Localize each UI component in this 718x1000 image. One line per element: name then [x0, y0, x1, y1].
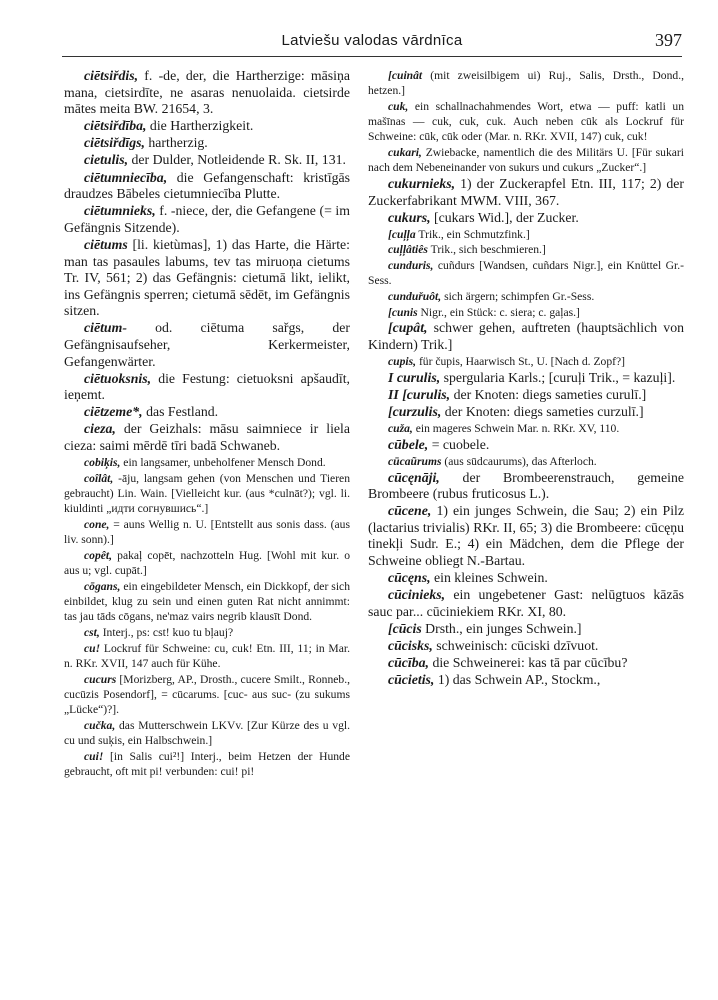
entry-definition: [in Salis cui²!] Interj., beim Hetzen der Hunde gebraucht, oft mit pi! verbunden: cui! pi!	[64, 749, 350, 778]
dictionary-entry	[368, 354, 684, 369]
entry-definition: Drsth., ein junges Schwein.]	[425, 620, 582, 636]
entry-definition: = cuobele.	[431, 436, 490, 452]
dictionary-entry	[64, 135, 350, 152]
dictionary-entry	[64, 371, 350, 404]
dictionary-entry	[64, 749, 350, 779]
entry-definition: die Hartherzigkeit.	[149, 118, 254, 134]
dictionary-entry	[368, 638, 684, 655]
entry-headword: ciētsiřdis,	[84, 68, 139, 83]
entry-definition: [li. kietùmas], 1) das Harte, die Härte: man tas pasaules labums, tev tas miruoņa cietums Tr. IV, 561; 2) das Gefängnis: cietumā likt, ielikt, ins Gefängnis sperren; cietumā sēdēt, im Gefängnis sitzen.	[64, 236, 351, 319]
entry-definition: Lockruf für Schweine: cu, cuk! Etn. III, 11; in Mar. n. RKr. XVII, 147 auch für Kühe.	[64, 641, 351, 670]
entry-definition: sich ärgern; schimpfen Gr.-Sess.	[444, 290, 595, 304]
dictionary-entry	[368, 68, 684, 98]
entry-definition: der Geizhals: māsu saimniece ir liela cieza: saimi mērdē tīri badā Schwaneb.	[64, 421, 350, 454]
entry-headword: ciētums	[84, 236, 128, 252]
entry-definition: ein ungebetener Gast: nelūgtuos kāzās sauc par... cūciniekiem RKr. XI, 80.	[368, 587, 685, 619]
entry-headword: cūcisks,	[388, 638, 433, 654]
entry-definition: f. -de, der, die Hartherzige: māsiņa mana, cietsirdīte, ne asaras nenuolaida. cietsirde mātes meita BW. 21654, 3.	[64, 68, 351, 117]
entry-definition: Interj., ps: cst! kuo tu bļauj?	[102, 625, 234, 639]
entry-headword: [cunis	[388, 305, 418, 319]
entry-headword: cūcaũrums	[388, 454, 442, 468]
entry-definition: pakaļ copēt, nachzotteln Hug. [Wohl mit kur. o aus u; vgl. cupāt.]	[64, 548, 351, 578]
entry-definition: = auns Wellig n. U. [Entstellt aus sonis dass. (aus liv. sonn).]	[64, 517, 350, 547]
entry-definition: [cukars Wid.], der Zucker.	[434, 209, 579, 225]
entry-headword: cūcietis,	[388, 672, 435, 688]
dictionary-entry	[368, 570, 684, 587]
dictionary-entry	[64, 718, 350, 748]
dictionary-entry	[64, 517, 350, 547]
entry-definition: Trik., ein Schmutzfink.]	[418, 227, 530, 241]
entry-headword: cucurs	[84, 672, 117, 686]
entry-headword: I curulis,	[388, 369, 441, 385]
entry-headword: cui!	[84, 749, 104, 763]
entry-definition: ein langsamer, unbeholfener Mensch Dond.	[123, 456, 326, 470]
entry-definition: ein mageres Schwein Mar. n. RKr. XV, 110.	[415, 422, 620, 436]
dictionary-entry	[368, 503, 684, 569]
entry-definition: 1) das Schwein AP., Stockm.,	[437, 672, 601, 688]
entry-definition: der Dulder, Notleidende R. Sk. II, 131.	[131, 152, 346, 168]
entry-headword: [cuinât	[388, 69, 423, 82]
entry-headword: cūcęnāji,	[388, 469, 440, 485]
entry-headword: cukurs,	[388, 209, 431, 225]
entry-headword: cūbele,	[388, 436, 429, 452]
dictionary-entry	[64, 237, 350, 320]
dictionary-entry	[368, 421, 684, 436]
entry-definition: der Brombeerenstrauch, gemeine Brombeere (rubus fruticosus L.).	[368, 469, 684, 502]
entry-headword: cone,	[84, 517, 110, 531]
entry-definition: das Mutterschwein LKVv. [Zur Kürze des u vgl. cu und suķis, ein Halbschwein.]	[64, 718, 350, 747]
dictionary-entry	[368, 210, 684, 227]
entry-headword: ciētsiřdīgs,	[84, 135, 145, 151]
dictionary-entry	[368, 227, 684, 242]
entry-headword: coîlât,	[84, 471, 114, 485]
entry-headword: cunduřuôt,	[388, 290, 442, 304]
dictionary-entry	[368, 437, 684, 454]
entry-headword: [cupât,	[388, 320, 428, 336]
entry-headword: cukurnieks,	[388, 175, 456, 191]
dictionary-entry	[64, 455, 350, 470]
entry-headword: ciētzeme*,	[84, 404, 143, 420]
entry-headword: cōgans,	[84, 579, 121, 593]
dictionary-entry	[368, 242, 684, 257]
entry-headword: cst,	[84, 625, 100, 639]
dictionary-entry	[64, 641, 350, 671]
entry-headword: copêt,	[84, 548, 113, 562]
dictionary-entry	[368, 145, 684, 175]
entry-headword: cobiķis,	[84, 456, 121, 470]
running-title: Latviešu valodas vārdnīca	[281, 32, 463, 49]
dictionary-entry	[64, 471, 350, 517]
entry-definition: ein kleines Schwein.	[434, 570, 548, 586]
dictionary-entry	[368, 176, 684, 209]
entry-headword: ciētumnieks,	[84, 203, 156, 219]
entry-definition: Zwiebacke, namentlich die des Militärs U. [Für sukari nach dem Nebeneinander von sukurs und cukurs „Zucker“.]	[368, 146, 684, 175]
entry-definition: cuñdurs [Wandsen, cuñdars Nigr.], ein Knüttel Gr.-Sess.	[368, 259, 684, 288]
entry-headword: cunduris,	[388, 259, 434, 273]
entry-definition: das Festland.	[146, 404, 219, 420]
entry-headword: cučka,	[84, 718, 116, 732]
entry-headword: cūcene,	[388, 503, 432, 519]
entry-definition: -āju, langsam gehen (von Menschen und Tieren gebraucht) Lin. Wain. [Vielleicht kur. (aus *culnāt?); vgl. li. kiuldinti „идти согнувшись“.]	[64, 471, 350, 516]
entry-headword: ciētuoksnis,	[84, 370, 152, 386]
entry-definition: die Gefangenschaft: kristīgās draudzes Bābeles cietumniecība Plutte.	[64, 169, 350, 202]
entry-headword: cupis,	[388, 355, 417, 369]
entry-definition: schwer gehen, auftreten (hauptsächlich von Kindern) Trik.]	[368, 320, 685, 353]
dictionary-entry	[368, 387, 684, 404]
entry-headword: cukari,	[388, 146, 422, 160]
entry-headword: II [curulis,	[388, 386, 451, 402]
dictionary-entry	[368, 305, 684, 320]
entry-definition: 1) ein junges Schwein, die Sau; 2) ein Pilz (lactarius trivialis) RKr. II, 65; 3) die Brombeere: cūcęņu tinekļi Sudr. E.; 4) ein Mädchen, dem die Pflege der Schweine obliegt N.-Bartau.	[368, 503, 685, 569]
entry-headword: cuža,	[388, 422, 413, 436]
dictionary-entry	[368, 289, 684, 304]
entry-definition: od. ciētuma sařgs, der Gefängnisaufseher, Kerkermeister, Gefangenwärter.	[64, 320, 350, 369]
entry-definition: schweinisch: cūciski dzīvuot.	[436, 638, 599, 654]
entry-headword: [cūcis	[388, 620, 422, 636]
dictionary-entry	[368, 587, 684, 620]
entry-headword: cietulis,	[84, 152, 129, 168]
dictionary-entry	[368, 655, 684, 672]
dictionary-entry	[368, 99, 684, 145]
entry-headword: cieza,	[84, 421, 116, 437]
entry-definition: (aus sūdcaurums), das Afterloch.	[444, 454, 597, 468]
entry-definition: der Knoten: diegs sameties curzulī.]	[444, 404, 644, 419]
dictionary-entry	[64, 625, 350, 640]
entry-definition: Trik., sich beschmieren.]	[430, 243, 546, 257]
dictionary-entry	[368, 621, 684, 638]
entry-definition: ein schallnachahmendes Wort, etwa — puff: katli un mašīnas — cuk, cuk, cuk. Auch neben cūk als Lockruf für Schweine: cūk, cūk oder (Mar. n. RKr. XVII, 147) cuk, cuk!	[368, 99, 685, 144]
dictionary-entry	[64, 579, 350, 625]
dictionary-entry	[64, 68, 350, 118]
dictionary-entry	[64, 118, 350, 135]
entry-definition: f. -niece, der, die Gefangene (= im Gefängnis Sitzende).	[64, 203, 350, 235]
entry-headword: ciētsiřdība,	[84, 118, 147, 134]
dictionary-entry	[368, 672, 684, 689]
dictionary-entry	[64, 203, 350, 236]
right-column	[368, 68, 684, 689]
dictionary-entry	[368, 320, 684, 353]
dictionary-entry	[368, 404, 684, 421]
entry-definition: 1) der Zuckerapfel Etn. III, 117; 2) der Zuckerfabrikant MWM. VIII, 367.	[368, 175, 684, 208]
dictionary-entry	[64, 170, 350, 203]
entry-definition: der Knoten: diegs sameties curulī.]	[453, 386, 647, 402]
entry-headword: cūcība,	[388, 655, 429, 671]
entry-headword: cu!	[84, 641, 101, 655]
entry-definition: (mit zweisilbigem ui) Ruj., Salis, Drsth., Dond., hetzen.]	[368, 69, 684, 98]
entry-definition: spergularia Karls.; [curuļi Trik., = kazuļi].	[443, 369, 676, 385]
left-column	[64, 68, 350, 779]
dictionary-entry	[368, 258, 684, 288]
dictionary-entry	[64, 672, 350, 718]
entry-definition: hartherzig.	[148, 135, 208, 151]
entry-definition: ein eingebildeter Mensch, ein Dickkopf, der sich einbildet, klug zu sein und einen guten Rat nicht annimmt: tas jau tāds cōgans, ne'maz vairs negrib klausīt Dond.	[64, 579, 350, 624]
dictionary-entry	[64, 404, 350, 421]
entry-headword: cuk,	[388, 99, 409, 113]
page-header	[62, 30, 682, 57]
entry-headword: [cuļļa	[388, 227, 416, 241]
entry-headword: [curzulis,	[388, 404, 442, 419]
page-number: 397	[655, 30, 682, 50]
entry-headword: cūcinieks,	[388, 587, 446, 603]
entry-headword: ciētum-	[84, 320, 127, 336]
dictionary-entry	[368, 370, 684, 387]
entry-definition: die Schweinerei: kas tā par cūcību?	[432, 655, 628, 671]
dictionary-entry	[64, 421, 350, 454]
dictionary-entry	[64, 320, 350, 370]
entry-definition: Nigr., ein Stück: c. siera; c. gaļas.]	[420, 305, 580, 319]
entry-headword: cuļļâtiês	[388, 243, 428, 257]
dictionary-entry	[64, 152, 350, 169]
entry-definition: die Festung: cietuoksni apšaudīt, ieņemt.	[64, 370, 351, 403]
dictionary-entry	[64, 548, 350, 578]
entry-headword: cūcęns,	[388, 570, 431, 586]
entry-headword: ciētumniecība,	[84, 169, 168, 185]
entry-definition: für čupis, Haarwisch St., U. [Nach d. Zopf?]	[418, 355, 625, 369]
dictionary-entry	[368, 454, 684, 469]
dictionary-entry	[368, 470, 684, 503]
entry-definition: [Morizberg, AP., Drosth., cucere Smilt., Ronneb., cucūzis Posendorf], = cūcarums. [cuc- aus suc- (zu sukums „Lücke“)?].	[64, 672, 350, 716]
